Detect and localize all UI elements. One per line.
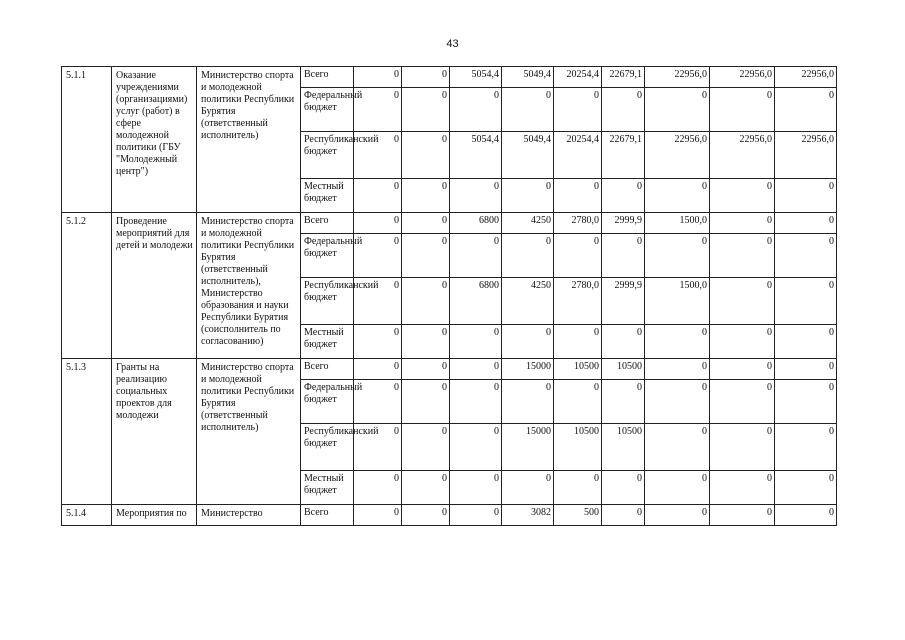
- budget-value: 0: [645, 505, 710, 526]
- budget-value: 0: [402, 179, 450, 213]
- budget-value: 0: [554, 179, 602, 213]
- budget-value: 0: [354, 325, 402, 359]
- budget-value: 2780,0: [554, 213, 602, 234]
- budget-value: 1500,0: [645, 278, 710, 325]
- budget-value: 0: [502, 380, 554, 424]
- budget-value: 0: [402, 505, 450, 526]
- table-row: [62, 213, 837, 234]
- funding-source: Всего: [301, 67, 354, 88]
- page-number: 43: [446, 38, 459, 50]
- budget-value: 0: [354, 67, 402, 88]
- budget-value: 0: [450, 505, 502, 526]
- budget-value: 0: [354, 179, 402, 213]
- budget-value: 0: [775, 359, 837, 380]
- budget-value: 0: [502, 88, 554, 132]
- budget-value: 0: [450, 179, 502, 213]
- budget-value: 0: [710, 234, 775, 278]
- budget-value: 0: [602, 88, 645, 132]
- budget-value: 0: [354, 132, 402, 179]
- budget-value: 6800: [450, 278, 502, 325]
- activity-code: 5.1.4: [62, 505, 112, 526]
- activity-executor: Министерство спорта и молодежной политики Республики Бурятия (ответственный исполнитель), Министерство образования и науки Республики Бурятия (соисполнитель по согласованию): [197, 213, 301, 359]
- budget-value: 1500,0: [645, 213, 710, 234]
- budget-value: 0: [502, 325, 554, 359]
- funding-source: Республиканский бюджет: [301, 132, 354, 179]
- budget-value: 0: [354, 278, 402, 325]
- budget-value: 22679,1: [602, 67, 645, 88]
- budget-value: 0: [402, 424, 450, 471]
- table-row: [62, 67, 837, 88]
- funding-source: Всего: [301, 213, 354, 234]
- budget-value: 0: [354, 424, 402, 471]
- budget-value: 0: [775, 325, 837, 359]
- budget-value: 0: [710, 278, 775, 325]
- budget-value: 0: [710, 179, 775, 213]
- budget-value: 4250: [502, 278, 554, 325]
- budget-value: 0: [602, 505, 645, 526]
- funding-source: Всего: [301, 505, 354, 526]
- budget-value: 0: [710, 471, 775, 505]
- budget-value: 0: [354, 505, 402, 526]
- funding-source: Федеральный бюджет: [301, 234, 354, 278]
- budget-value: 22679,1: [602, 132, 645, 179]
- budget-value: 0: [402, 380, 450, 424]
- activity-name: Мероприятия по: [112, 505, 197, 526]
- budget-value: 0: [710, 424, 775, 471]
- table-row: [62, 505, 837, 526]
- budget-value: 0: [354, 380, 402, 424]
- budget-value: 2999,9: [602, 278, 645, 325]
- budget-value: 0: [450, 471, 502, 505]
- budget-value: 0: [775, 278, 837, 325]
- budget-value: 0: [775, 380, 837, 424]
- budget-value: 0: [775, 213, 837, 234]
- budget-value: 0: [710, 88, 775, 132]
- budget-value: 0: [554, 471, 602, 505]
- budget-value: 0: [354, 471, 402, 505]
- budget-value: 0: [775, 179, 837, 213]
- budget-value: 0: [710, 359, 775, 380]
- funding-source: Федеральный бюджет: [301, 380, 354, 424]
- budget-value: 5049,4: [502, 132, 554, 179]
- budget-value: 0: [645, 471, 710, 505]
- budget-value: 0: [502, 234, 554, 278]
- budget-value: 5049,4: [502, 67, 554, 88]
- budget-value: 0: [775, 424, 837, 471]
- budget-value: 0: [602, 325, 645, 359]
- budget-value: 0: [402, 471, 450, 505]
- budget-value: 0: [645, 234, 710, 278]
- budget-value: 22956,0: [645, 132, 710, 179]
- budget-value: 0: [354, 213, 402, 234]
- budget-value: 0: [402, 88, 450, 132]
- activity-executor: Министерство спорта и молодежной политики Республики Бурятия (ответственный исполнитель): [197, 67, 301, 213]
- activity-name: Проведение мероприятий для детей и молодежи: [112, 213, 197, 359]
- activity-executor: Министерство спорта и молодежной политики Республики Бурятия (ответственный исполнитель): [197, 359, 301, 505]
- budget-value: 0: [402, 67, 450, 88]
- budget-value: 0: [554, 325, 602, 359]
- funding-source: Республиканский бюджет: [301, 424, 354, 471]
- budget-value: 0: [402, 234, 450, 278]
- budget-value: 0: [354, 88, 402, 132]
- budget-value: 6800: [450, 213, 502, 234]
- budget-value: 22956,0: [710, 132, 775, 179]
- budget-value: 0: [354, 234, 402, 278]
- budget-value: 0: [645, 359, 710, 380]
- budget-value: 0: [450, 325, 502, 359]
- budget-value: 0: [450, 88, 502, 132]
- budget-value: 0: [602, 234, 645, 278]
- budget-value: 3082: [502, 505, 554, 526]
- activity-code: 5.1.1: [62, 67, 112, 213]
- budget-value: 0: [402, 325, 450, 359]
- budget-value: 0: [710, 325, 775, 359]
- budget-value: 0: [554, 380, 602, 424]
- activity-name: Гранты на реализацию социальных проектов для молодежи: [112, 359, 197, 505]
- table-row: [62, 359, 837, 380]
- budget-value: 0: [450, 424, 502, 471]
- budget-value: 2999,9: [602, 213, 645, 234]
- funding-source: Федеральный бюджет: [301, 88, 354, 132]
- budget-value: 0: [402, 213, 450, 234]
- budget-value: 0: [775, 471, 837, 505]
- budget-value: 22956,0: [775, 67, 837, 88]
- funding-source: Местный бюджет: [301, 179, 354, 213]
- budget-value: 22956,0: [645, 67, 710, 88]
- budget-value: 500: [554, 505, 602, 526]
- budget-value: 10500: [554, 359, 602, 380]
- budget-value: 0: [710, 380, 775, 424]
- funding-source: Местный бюджет: [301, 471, 354, 505]
- budget-value: 0: [775, 505, 837, 526]
- budget-value: 0: [502, 471, 554, 505]
- budget-value: 0: [602, 471, 645, 505]
- budget-table-body: [62, 67, 837, 526]
- budget-value: 0: [354, 359, 402, 380]
- budget-value: 15000: [502, 359, 554, 380]
- budget-value: 5054,4: [450, 132, 502, 179]
- budget-value: 0: [602, 380, 645, 424]
- budget-value: 0: [645, 179, 710, 213]
- activity-code: 5.1.2: [62, 213, 112, 359]
- activity-code: 5.1.3: [62, 359, 112, 505]
- budget-value: 4250: [502, 213, 554, 234]
- budget-value: 0: [710, 505, 775, 526]
- budget-value: 10500: [602, 359, 645, 380]
- budget-value: 0: [775, 234, 837, 278]
- budget-value: 0: [450, 380, 502, 424]
- budget-value: 0: [775, 88, 837, 132]
- budget-value: 20254,4: [554, 132, 602, 179]
- funding-source: Республиканский бюджет: [301, 278, 354, 325]
- activity-executor: Министерство: [197, 505, 301, 526]
- funding-source: Местный бюджет: [301, 325, 354, 359]
- budget-value: 22956,0: [775, 132, 837, 179]
- budget-value: 0: [554, 88, 602, 132]
- funding-source: Всего: [301, 359, 354, 380]
- budget-value: 0: [402, 359, 450, 380]
- budget-value: 0: [645, 325, 710, 359]
- budget-value: 0: [645, 380, 710, 424]
- budget-value: 0: [402, 278, 450, 325]
- budget-value: 0: [402, 132, 450, 179]
- budget-value: 0: [645, 424, 710, 471]
- budget-value: 0: [602, 179, 645, 213]
- budget-value: 10500: [554, 424, 602, 471]
- budget-value: 0: [502, 179, 554, 213]
- budget-value: 20254,4: [554, 67, 602, 88]
- budget-value: 0: [450, 234, 502, 278]
- budget-table: [61, 66, 837, 526]
- budget-value: 15000: [502, 424, 554, 471]
- budget-value: 2780,0: [554, 278, 602, 325]
- budget-value: 0: [645, 88, 710, 132]
- budget-value: 0: [710, 213, 775, 234]
- budget-value: 5054,4: [450, 67, 502, 88]
- activity-name: Оказание учреждениями (организациями) услуг (работ) в сфере молодежной политики (ГБУ "Молодежный центр"): [112, 67, 197, 213]
- budget-value: 0: [450, 359, 502, 380]
- budget-value: 22956,0: [710, 67, 775, 88]
- budget-value: 10500: [602, 424, 645, 471]
- budget-value: 0: [554, 234, 602, 278]
